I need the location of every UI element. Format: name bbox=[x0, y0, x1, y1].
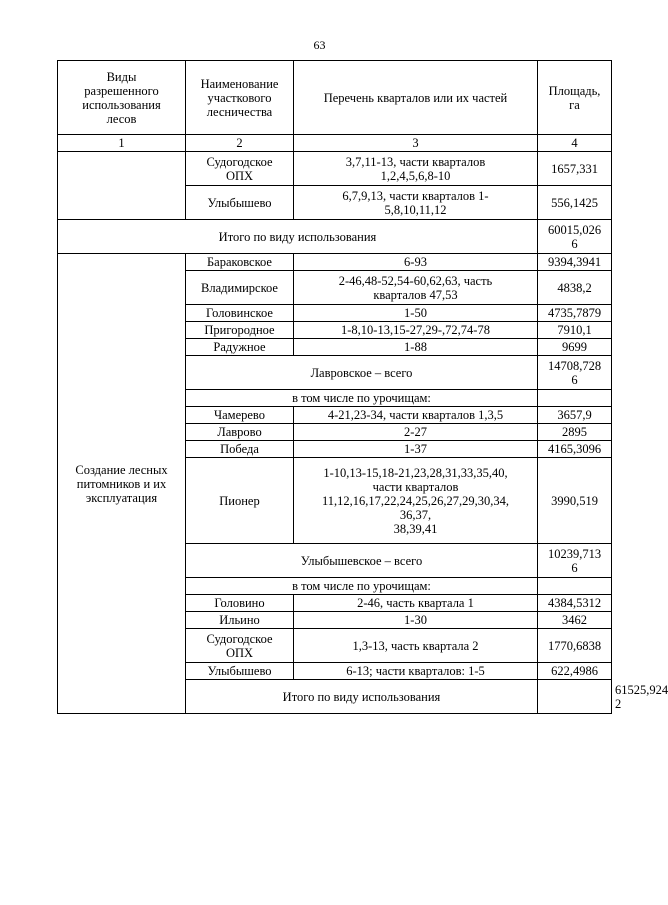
page-number: 63 bbox=[313, 38, 326, 52]
area-value: 2895 bbox=[538, 424, 612, 441]
area-value: 4735,7879 bbox=[538, 305, 612, 322]
header-forestry-name: Наименование участкового лесничества bbox=[186, 61, 294, 135]
table-header-row bbox=[58, 61, 612, 135]
tract-name: Пионер bbox=[186, 458, 294, 544]
empty-cell bbox=[538, 390, 612, 407]
quarters-list: 6,7,9,13, части кварталов 1- 5,8,10,11,12 bbox=[294, 186, 538, 220]
quarters-list: 2-46, часть квартала 1 bbox=[294, 595, 538, 612]
quarters-list: 1-30 bbox=[294, 612, 538, 629]
area-value: 9699 bbox=[538, 339, 612, 356]
total-label: Итого по виду использования bbox=[58, 220, 538, 254]
tract-name: Судогодское ОПХ bbox=[186, 629, 294, 663]
header-quarters: Перечень кварталов или их частей bbox=[294, 61, 538, 135]
total-area: 60015,026 6 bbox=[538, 220, 612, 254]
total-label: Итого по виду использования bbox=[186, 680, 538, 714]
table-row bbox=[58, 254, 612, 271]
header-area: Площадь, га bbox=[538, 61, 612, 135]
subtotal-area: 10239,713 6 bbox=[538, 544, 612, 578]
forest-use-table bbox=[57, 60, 668, 714]
quarters-list: 1-8,10-13,15-27,29-,72,74-78 bbox=[294, 322, 538, 339]
area-value: 4838,2 bbox=[538, 271, 612, 305]
total-row: Итого по виду использования 61525,924 2 bbox=[58, 680, 612, 714]
area-value: 4165,3096 bbox=[538, 441, 612, 458]
forestry-name: Головинское bbox=[186, 305, 294, 322]
area-value: 556,1425 bbox=[538, 186, 612, 220]
subtotal-label: Лавровское – всего bbox=[186, 356, 538, 390]
use-type-cell: Создание лесных питомников и их эксплуатация bbox=[58, 254, 186, 714]
forestry-name: Пригородное bbox=[186, 322, 294, 339]
header-use-type: Виды разрешенного использования лесов bbox=[58, 61, 186, 135]
subheading-label: в том числе по урочищам: bbox=[186, 578, 538, 595]
quarters-list: 6-13; части кварталов: 1-5 bbox=[294, 663, 538, 680]
area-value: 4384,5312 bbox=[538, 595, 612, 612]
area-value: 3462 bbox=[538, 612, 612, 629]
quarters-list: 1-37 bbox=[294, 441, 538, 458]
quarters-list: 1,3-13, часть квартала 2 bbox=[294, 629, 538, 663]
column-number: 2 bbox=[186, 135, 294, 152]
forestry-name: Судогодское ОПХ bbox=[186, 152, 294, 186]
quarters-list: 2-27 bbox=[294, 424, 538, 441]
area-value: 7910,1 bbox=[538, 322, 612, 339]
empty-cell bbox=[538, 578, 612, 595]
quarters-list: 6-93 bbox=[294, 254, 538, 271]
quarters-list: 1-50 bbox=[294, 305, 538, 322]
column-number: 3 bbox=[294, 135, 538, 152]
forestry-name: Бараковское bbox=[186, 254, 294, 271]
tract-name: Победа bbox=[186, 441, 294, 458]
quarters-list: 1-10,13-15,18-21,23,28,31,33,35,40, части кварталов 11,12,16,17,22,24,25,26,27,29,30,34, 36,37, 38,39,41 bbox=[294, 458, 538, 544]
tract-name: Головино bbox=[186, 595, 294, 612]
area-value: 9394,3941 bbox=[538, 254, 612, 271]
forestry-name: Владимирское bbox=[186, 271, 294, 305]
tract-name: Лаврово bbox=[186, 424, 294, 441]
subtotal-label: Улыбышевское – всего bbox=[186, 544, 538, 578]
area-value: 1657,331 bbox=[538, 152, 612, 186]
tract-name: Ильино bbox=[186, 612, 294, 629]
subheading-label: в том числе по урочищам: bbox=[186, 390, 538, 407]
quarters-list: 2-46,48-52,54-60,62,63, часть кварталов 47,53 bbox=[294, 271, 538, 305]
forestry-name: Улыбышево bbox=[186, 186, 294, 220]
area-value: 1770,6838 bbox=[538, 629, 612, 663]
empty-cell bbox=[538, 680, 612, 714]
area-value: 622,4986 bbox=[538, 663, 612, 680]
column-number: 4 bbox=[538, 135, 612, 152]
area-value: 3990,519 bbox=[538, 458, 612, 544]
column-number-row bbox=[58, 135, 612, 152]
quarters-list: 1-88 bbox=[294, 339, 538, 356]
subtotal-area: 14708,728 6 bbox=[538, 356, 612, 390]
table-row bbox=[58, 152, 612, 186]
use-type-cell bbox=[58, 152, 186, 220]
tract-name: Улыбышево bbox=[186, 663, 294, 680]
quarters-list: 4-21,23-34, части кварталов 1,3,5 bbox=[294, 407, 538, 424]
column-number: 1 bbox=[58, 135, 186, 152]
quarters-list: 3,7,11-13, части кварталов 1,2,4,5,6,8-10 bbox=[294, 152, 538, 186]
tract-name: Чамерево bbox=[186, 407, 294, 424]
total-row bbox=[58, 220, 612, 254]
forestry-name: Радужное bbox=[186, 339, 294, 356]
area-value: 3657,9 bbox=[538, 407, 612, 424]
